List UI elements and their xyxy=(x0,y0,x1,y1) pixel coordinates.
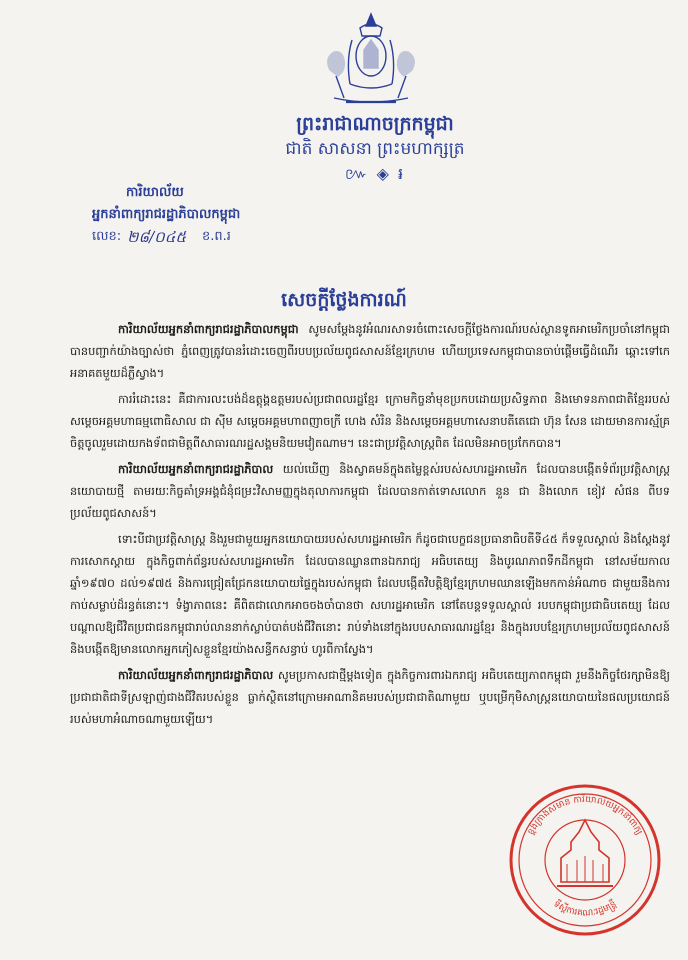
paragraph-1 xyxy=(70,318,670,384)
office-name-line1: ការិយាល័យ xyxy=(126,185,184,200)
paragraph-1-lead: ការិយាល័យអ្នកនាំពាក្យរាជរដ្ឋាភិបាលកម្ពុជា xyxy=(118,322,299,336)
official-seal-stamp xyxy=(505,780,665,940)
national-motto: ជាតិ សាសនា ព្រះមហាក្សត្រ xyxy=(285,139,465,159)
reference-number-row xyxy=(92,226,240,248)
kingdom-name: ព្រះរាជាណាចក្រកម្ពុជា xyxy=(296,113,454,135)
paragraph-1-text: សូមសម្តែងនូវអំណរសាទរចំពោះសេចក្តីថ្លែងការណ៍របស់ស្ថានទូតអាមេរិកប្រចាំនៅកម្ពុជា បានបញ្ជាក់យ៉ាងច្បាស់ថា ភ្នំពេញត្រូវបានរំដោះចេញពីរបបប្រល័យពូជសាសន៍ខ្មែរក្រហម ហើយប្រទេសកម្ពុជាបានចាប់ផ្តើមធ្វើដំណើរ ឆ្ពោះទៅកេអនាគតមួយដ៏ភ្លឺស្វាង។ xyxy=(70,322,670,380)
paragraph-5-lead: ការិយាល័យអ្នកនាំពាក្យរាជរដ្ឋាភិបាល xyxy=(118,668,274,682)
paragraph-4 xyxy=(70,528,670,660)
paragraph-2-text: ការរំដោះនេះ គឺជាការលះបង់ដ៏ឧត្តុង្គឧត្តមរបស់ប្រជាពលរដ្ឋខ្មែរ ក្រោមកិច្ចនាំមុខប្រកបដោយប្រសិទ្ធភាព និងមោទនភាពជាតិខ្មែររបស់ សម្តេចអគ្គមហាធម្មពោធិសាល ជា ស៊ីម សម្តេចអគ្គមហាពញាចក្រី ហេង សំរិន និងសម្តេចអគ្គមហាសេនាបតីតេជោ ហ៊ុន សែន ដោយមានការស្ម័គ្រចិត្តចូលរួមដោយកងទ័ពជាមិត្តពីសាធារណរដ្ឋសង្គមនិយមវៀតណាម។ នេះជាប្រវត្តិសាស្ត្រពិត ដែលមិនអាចប្រកែកបាន។ xyxy=(70,392,670,450)
paragraph-3-text: យល់ឃើញ និងស្វាគមន៍ក្នុងតម្លៃខ្ពស់របស់សហរដ្ឋអាមេរិក ដែលបានបង្កើតទំព័រប្រវត្តិសាស្ត្រនយោបាយថ្មី តាមរយៈកិច្ចគាំទ្រអង្គជំនុំជម្រះវិសាមញ្ញក្នុងតុលាការកម្ពុជា ដែលបានកាត់ទោសលោក នួន ជា និងលោក ខៀវ សំផន ពីបទប្រល័យពូជសាសន៍។ xyxy=(70,462,670,520)
paragraph-5 xyxy=(70,664,670,730)
paragraph-5-text: សូមប្រកាសជាថ្មីម្តងទៀត ក្នុងកិច្ចការពារឯករាជ្យ អធិបតេយ្យភាពកម្ពុជា រួមនឹងកិច្ចថែរក្សាមិនឱ្យប្រជាជាតិជាទីស្រឡាញ់ជាងជីវិតរបស់ខ្លួន ធ្លាក់ស្ថិតនៅក្រោមអាណានិគមរបស់ប្រជាជាតិណាមួយ ឬបម្រើកុមិសាស្ត្រនយោបាយនៃផលប្រយោជន៍របស់មហាអំណាចណាមួយឡើយ។ xyxy=(70,668,670,726)
seal-outer-text: ខ្ពង់ក្រាងសមាន ការិយាល័យអ្នកនាំពាក្យ xyxy=(526,794,644,837)
paragraph-2 xyxy=(70,388,670,454)
reference-number: ២៨/០៤៥ xyxy=(127,228,187,246)
paragraph-3 xyxy=(70,458,670,524)
office-name-line2: អ្នកនាំពាក្យរាជរដ្ឋាភិបាលកម្ពុជា xyxy=(92,207,241,222)
royal-coat-of-arms-icon xyxy=(316,10,426,110)
statement-body xyxy=(70,318,670,734)
seal-bottom-text: ទីស្ដីការគណៈរដ្ឋមន្ត្រី xyxy=(551,899,619,919)
reference-label: លេខ: xyxy=(92,229,122,244)
paragraph-3-lead: ការិយាល័យអ្នកនាំពាក្យរាជរដ្ឋាភិបាល xyxy=(118,462,274,476)
reference-suffix: ខ.ព.រ xyxy=(202,229,231,244)
issuing-office-block xyxy=(92,182,240,248)
paragraph-4-text: ទោះបីជាប្រវត្តិសាស្ត្រ និងរួមជាមួយអ្នកនយោបាយរបស់សហរដ្ឋអាមេរិក ក៏ដូចជាបេក្ខជនប្រធានាធិបតីទី៤៥ ក៏ទទួលស្គាល់ និងស្តែងនូវការសោកស្តាយ ក្នុងកិច្ចពាក់ព័ន្ធរបស់សហរដ្ឋអាមេរិក ដែលបានឈ្លានពានឯករាជ្យ អធិបតេយ្យ និងបូរណភាពទឹកដីកម្ពុជា នៅសម័យកាលឆ្នាំ១៩៧០ ដល់១៩៧៥ និងការជ្រៀតជ្រែកនយោបាយផ្ទៃក្នុងរបស់កម្ពុជា ដែលបង្កើតវិបត្តិឱ្យខ្មែរក្រហមឈានឡើងមកកាន់អំណាច ជាមួយនឹងការកាប់សម្លាប់ដ៏រន្ធត់នោះ។ ទំង្វាភាពនេះ គឺពិតជាលោកអាចចងចាំបានថា សហរដ្ឋអាមេរិក នៅតែបន្តទទួលស្គាល់ របបកម្ពុជាប្រជាធិបតេយ្យ ដែលបណ្តាលឱ្យជីវិតប្រជាជនកម្ពុជារាប់លាននាក់ស្លាប់បាត់បង់ជីវិតនោះ រាប់ទាំងនៅក្នុងរបបសាធារណរដ្ឋខ្មែរ និងក្នុងរបបខ្មែរក្រហមប្រល័យពូជសាសន៍ និងបង្កើតឱ្យមានលោកអ្នកភៀសខ្លួនខ្មែរយ៉ាងសន្ធឹកសន្ធាប់ ហូរពីកាស្វែង។ xyxy=(70,532,670,656)
kingdom-header xyxy=(250,112,500,184)
document-title: សេចក្តីថ្លែងការណ៍ xyxy=(281,289,407,311)
header-ornament: ៚ ◈ ៛ xyxy=(344,164,406,183)
